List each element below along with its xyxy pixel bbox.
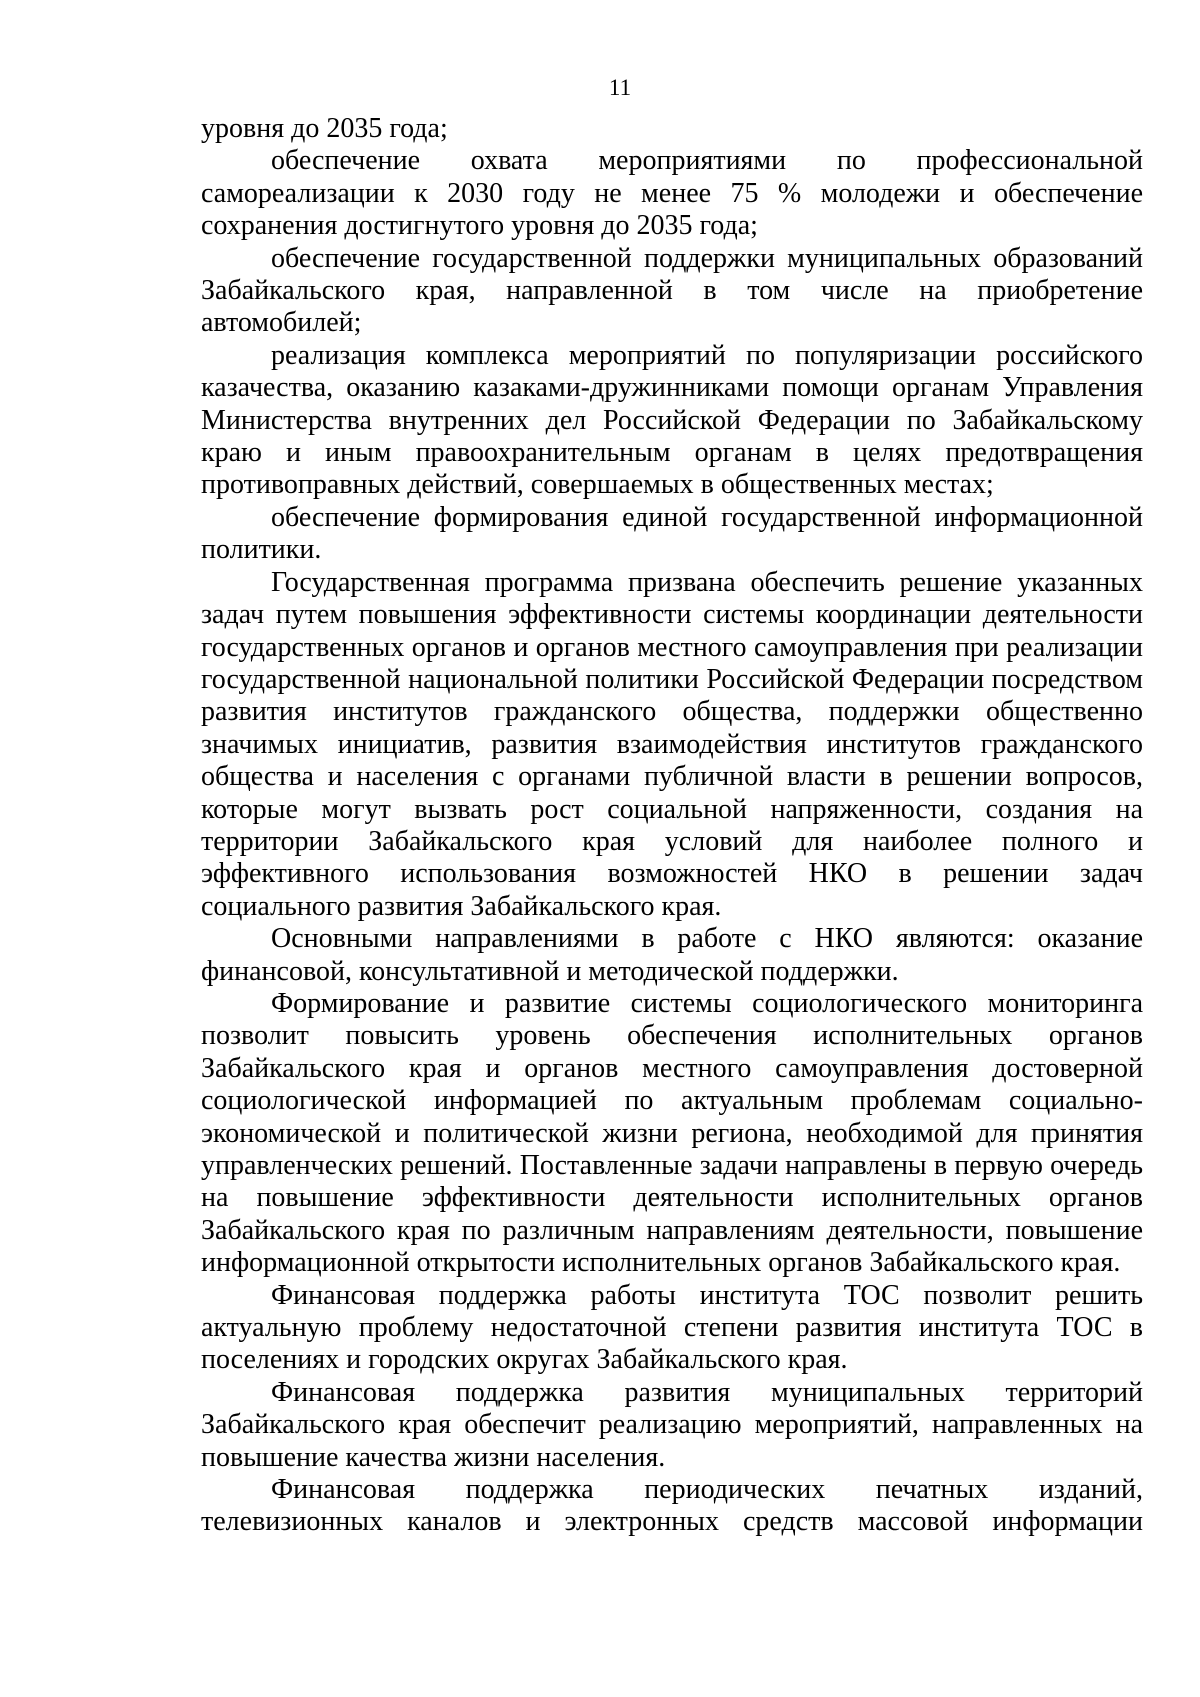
paragraph: обеспечение государственной поддержки муниципальных образований Забайкальского края, направленной в том числе на приобретение автомобилей;: [201, 242, 1143, 339]
paragraph: обеспечение формирования единой государственной информационной политики.: [201, 501, 1143, 566]
paragraph: Финансовая поддержка работы института ТОС позволит решить актуальную проблему недостаточной степени развития института ТОС в поселениях и городских округах Забайкальского края.: [201, 1279, 1143, 1376]
paragraph-continuation: уровня до 2035 года;: [201, 113, 448, 144]
paragraph: обеспечение охвата мероприятиями по профессиональной самореализации к 2030 году не менее 75 % молодежи и обеспечение сохранения достигнутого уровня до 2035 года;: [201, 145, 1143, 242]
paragraph: реализация комплекса мероприятий по популяризации российского казачества, оказанию казаками-дружинниками помощи органам Управления Министерства внутренних дел Российской Федерации по Забайкальскому краю и иным правоохранительным органам в целях предотвращения противоправных действий, совершаемых в общественных местах;: [201, 339, 1143, 501]
paragraph: Основными направлениями в работе с НКО являются: оказание финансовой, консультативной и методической поддержки.: [201, 923, 1143, 987]
paragraph-continued: Финансовая поддержка периодических печатных изданий, телевизионных каналов и электронных средств массовой информации: [201, 1474, 1143, 1538]
paragraph: Формирование и развитие системы социологического мониторинга позволит повысить уровень обеспечения исполнительных органов Забайкальского края и органов местного самоуправления достоверной социологической информацией по актуальным проблемам социально-экономической и политической жизни региона, необходимой для принятия управленческих решений. Поставленные задачи направлены в первую очередь на повышение эффективности деятельности исполнительных органов Забайкальского края по различным направлениям деятельности, повышение информационной открытости исполнительных органов Забайкальского края.: [201, 987, 1143, 1279]
paragraph: Финансовая поддержка развития муниципальных территорий Забайкальского края обеспечит реализацию мероприятий, направленных на повышение качества жизни населения.: [201, 1376, 1143, 1473]
paragraph: Государственная программа призвана обеспечить решение указанных задач путем повышения эффективности системы координации деятельности государственных органов и органов местного самоуправления при реализации государственной национальной политики Российской Федерации посредством развития институтов гражданского общества, поддержки общественно значимых инициатив, развития взаимодействия институтов гражданского общества и населения с органами публичной власти в решении вопросов, которые могут вызвать рост социальной напряженности, создания на территории Забайкальского края условий для наиболее полного и эффективного использования возможностей НКО в решении задач социального развития Забайкальского края.: [201, 566, 1143, 922]
document-body: [201, 113, 1143, 1539]
page-number: 11: [608, 75, 632, 100]
